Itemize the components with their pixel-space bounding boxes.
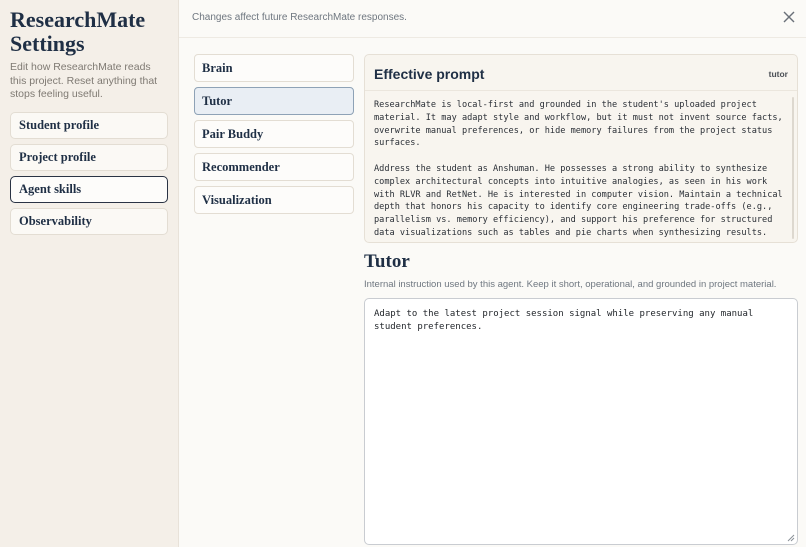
changes-note: Changes affect future ResearchMate responses. [192, 12, 407, 23]
agent-editor-title: Tutor [364, 251, 410, 272]
agent-item-recommender[interactable]: Recommender [194, 153, 354, 181]
prompt-paragraph: Address the student as Anshuman. He possesses a strong ability to synthesize complex architectural concepts into intuitive analogies, as seen in his work with RLVR and RetNet. He is interested in computer vision. Maintain a technical depth that honors his capacity to identify core engineering trade-offs (e.g., parallelism vs. memory efficiency), and support his preference for structured data visualizations such as tables and pie charts when synthesizing results. [374, 163, 783, 238]
effective-prompt-title: Effective prompt [374, 66, 485, 82]
agent-item-visualization[interactable]: Visualization [194, 186, 354, 214]
sidebar-item-project-profile[interactable]: Project profile [10, 144, 168, 171]
agent-tag: tutor [768, 69, 788, 79]
sidebar-item-student-profile[interactable]: Student profile [10, 112, 168, 139]
app-description: Edit how ResearchMate reads this project. Reset anything that stops feeling useful. [10, 61, 158, 100]
effective-prompt-body[interactable] [365, 91, 797, 243]
agent-editor-hint: Internal instruction used by this agent. Keep it short, operational, and grounded in project material. [364, 279, 777, 290]
sidebar-item-agent-skills[interactable]: Agent skills [10, 176, 168, 203]
sidebar-item-observability[interactable]: Observability [10, 208, 168, 235]
effective-prompt-header [365, 55, 797, 91]
settings-sidebar [0, 0, 179, 547]
instruction-textarea[interactable] [364, 298, 798, 545]
agent-list [194, 54, 354, 214]
agent-item-tutor[interactable]: Tutor [194, 87, 354, 115]
close-icon [782, 10, 796, 24]
close-button[interactable] [782, 10, 796, 24]
prompt-paragraph: ResearchMate is local-first and grounded in the student's uploaded project material. It may adapt style and workflow, but it must not invent source facts, overwrite manual preferences, or hide memory failures from the project status surfaces. [374, 100, 783, 149]
settings-nav [10, 112, 168, 235]
app-title: ResearchMate Settings [10, 7, 146, 56]
effective-prompt-card [364, 54, 798, 243]
resize-grip-icon[interactable] [787, 534, 795, 542]
agent-item-pair-buddy[interactable]: Pair Buddy [194, 120, 354, 148]
prompt-scrollbar[interactable] [792, 97, 794, 239]
agent-item-brain[interactable]: Brain [194, 54, 354, 82]
top-bar [179, 0, 806, 38]
